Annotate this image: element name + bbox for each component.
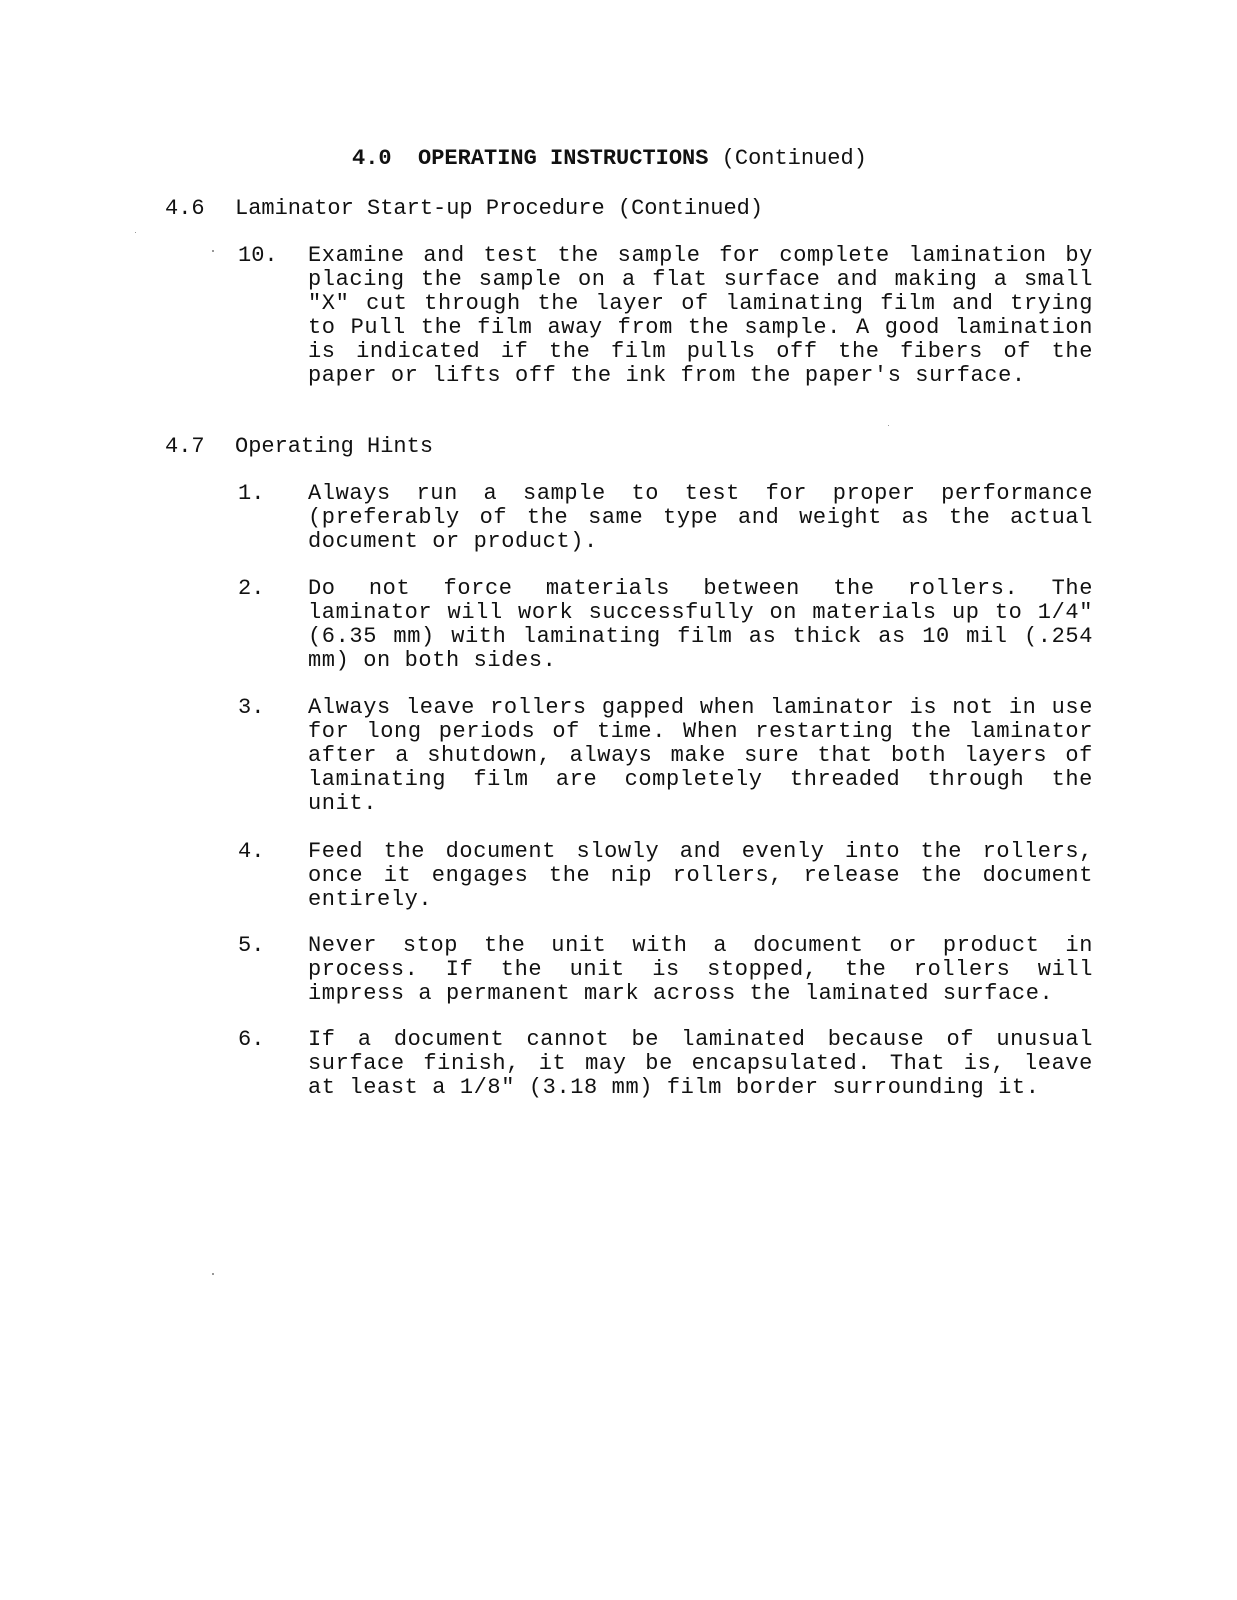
heading-title: OPERATING INSTRUCTIONS [418, 146, 709, 171]
scan-speck [212, 1273, 214, 1275]
item-text: Always run a sample to test for proper performance (preferably of the same type and weight as the actual document or product). [308, 481, 1093, 554]
section-title: Laminator Start-up Procedure (Continued) [235, 196, 764, 221]
item-number: 10. [238, 243, 278, 268]
item-text: Feed the document slowly and evenly into the rollers, once it engages the nip rollers, release the document entirely. [308, 839, 1093, 912]
scan-speck [888, 425, 889, 426]
scan-speck [212, 250, 214, 252]
item-text: Never stop the unit with a document or product in process. If the unit is stopped, the rollers will impress a permanent mark across the laminated surface. [308, 933, 1093, 1006]
item-number: 4. [238, 839, 265, 864]
item-text: If a document cannot be laminated because of unusual surface finish, it may be encapsulated. That is, leave at least a 1/8" (3.18 mm) film border surrounding it. [308, 1027, 1093, 1100]
page-heading [352, 146, 867, 172]
heading-suffix: (Continued) [721, 146, 867, 171]
item-number: 5. [238, 933, 265, 958]
section-number: 4.6 [165, 196, 205, 221]
item-number: 3. [238, 695, 265, 720]
item-text: Examine and test the sample for complete lamination by placing the sample on a flat surface and making a small "X" cut through the layer of laminating film and trying to Pull the film away from the sample. A good lamination is indicated if the film pulls off the fibers of the paper or lifts off the ink from the paper's surface. [308, 243, 1093, 388]
section-heading-startup [165, 196, 763, 222]
section-title: Operating Hints [235, 434, 434, 459]
item-text: Always leave rollers gapped when laminator is not in use for long periods of time. When restarting the laminator after a shutdown, always make sure that both layers of laminating film are completely threaded through the unit. [308, 695, 1093, 816]
item-number: 6. [238, 1027, 265, 1052]
scan-speck [135, 232, 136, 233]
item-text: Do not force materials between the rollers. The laminator will work successfully on materials up to 1/4" (6.35 mm) with laminating film as thick as 10 mil (.254 mm) on both sides. [308, 576, 1093, 673]
section-heading-hints [165, 434, 433, 460]
heading-number: 4.0 [352, 146, 392, 171]
section-number: 4.7 [165, 434, 205, 459]
item-number: 1. [238, 481, 265, 506]
item-number: 2. [238, 576, 265, 601]
